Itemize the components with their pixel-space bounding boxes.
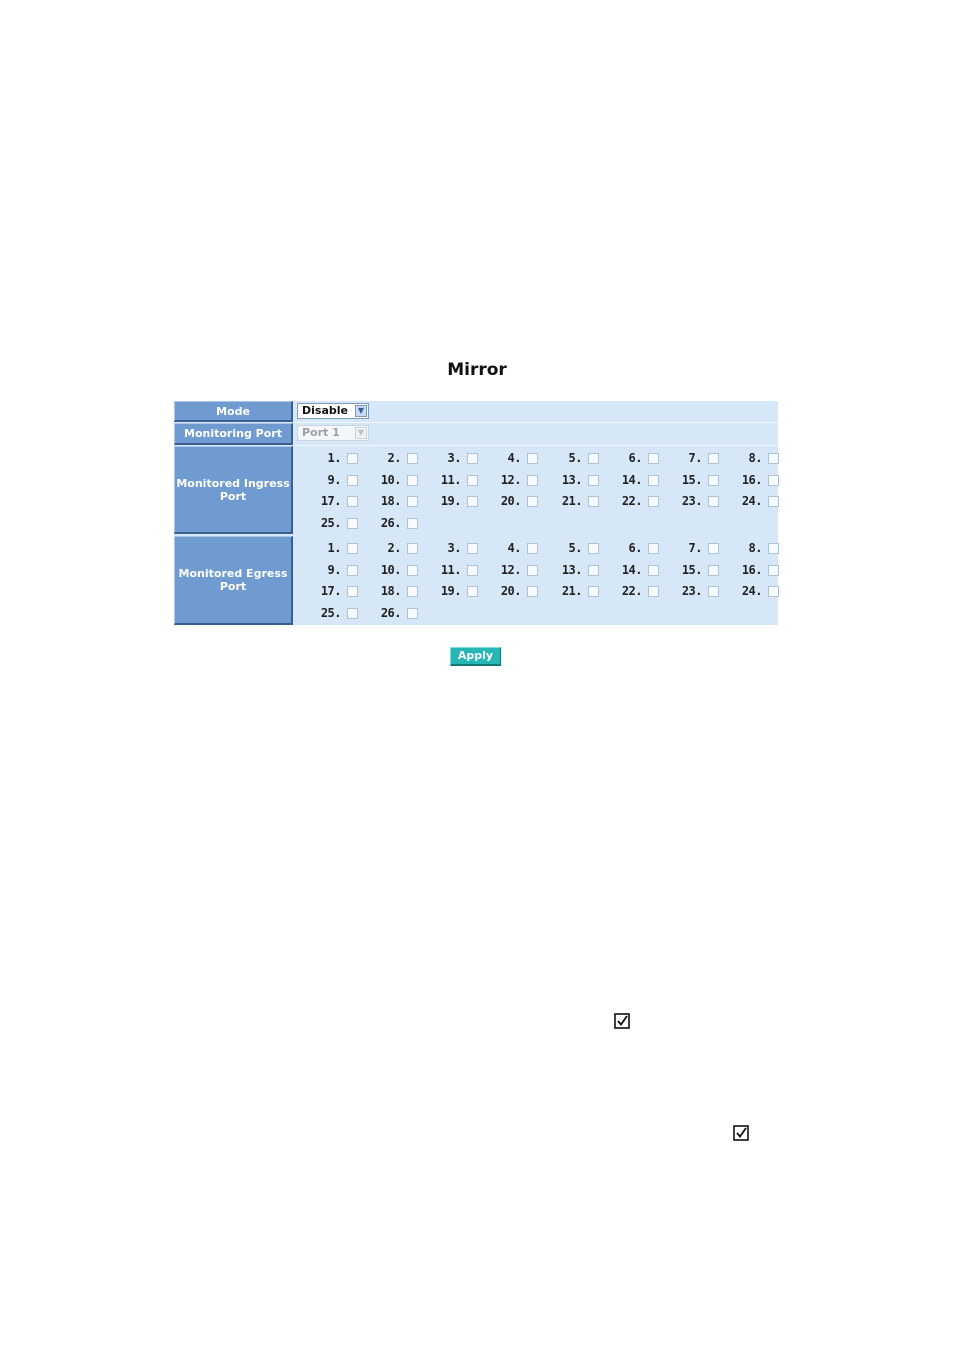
ingress-port-checkbox[interactable] [768, 496, 779, 507]
ingress-port-number: 13. [561, 473, 582, 487]
page-title: Mirror [447, 360, 507, 380]
egress-port-number: 15. [681, 563, 702, 577]
ingress-port-item [596, 451, 659, 465]
monitored-egress-ports [295, 536, 778, 625]
egress-port-item [716, 541, 779, 555]
egress-port-number: 9. [327, 563, 341, 577]
ingress-port-number: 10. [380, 473, 401, 487]
ingress-port-item [355, 516, 418, 530]
ingress-port-number: 6. [628, 451, 642, 465]
egress-port-item [475, 541, 538, 555]
monitored-ingress-label [174, 446, 293, 534]
egress-port-number: 12. [500, 563, 521, 577]
egress-port-number: 1. [327, 541, 341, 555]
checked-checkbox-icon [733, 1125, 749, 1141]
ingress-port-item [656, 451, 719, 465]
egress-port-number: 18. [380, 584, 401, 598]
monitoring-port-select-value: Port 1 [302, 426, 340, 439]
monitored-egress-label [174, 536, 293, 625]
egress-port-number: 24. [741, 584, 762, 598]
egress-port-number: 17. [320, 584, 341, 598]
monitored-ingress-ports [295, 446, 778, 534]
ingress-port-item [475, 451, 538, 465]
ingress-port-number: 4. [507, 451, 521, 465]
ingress-port-item [716, 451, 779, 465]
egress-port-item [596, 563, 659, 577]
egress-port-item [656, 541, 719, 555]
monitored-ingress-label-line1: Monitored Ingress [176, 476, 290, 490]
egress-port-item [475, 563, 538, 577]
egress-port-item [536, 584, 599, 598]
egress-port-number: 22. [621, 584, 642, 598]
ingress-port-number: 2. [387, 451, 401, 465]
ingress-port-number: 5. [568, 451, 582, 465]
egress-port-number: 16. [741, 563, 762, 577]
egress-port-item [295, 584, 358, 598]
egress-port-checkbox[interactable] [407, 608, 418, 619]
checked-checkbox-icon [614, 1013, 630, 1029]
egress-port-number: 6. [628, 541, 642, 555]
ingress-port-checkbox[interactable] [768, 453, 779, 464]
egress-port-item [656, 584, 719, 598]
egress-port-number: 4. [507, 541, 521, 555]
egress-port-item [415, 584, 478, 598]
egress-port-item [536, 563, 599, 577]
egress-port-item [475, 584, 538, 598]
ingress-port-item [355, 473, 418, 487]
ingress-port-item [716, 494, 779, 508]
ingress-port-number: 17. [320, 494, 341, 508]
egress-port-number: 11. [440, 563, 461, 577]
ingress-port-number: 7. [688, 451, 702, 465]
egress-port-number: 10. [380, 563, 401, 577]
mode-select-value: Disable [302, 404, 348, 417]
egress-port-item [355, 584, 418, 598]
egress-port-item [596, 584, 659, 598]
ingress-port-item [415, 451, 478, 465]
apply-button[interactable]: Apply [450, 647, 501, 666]
egress-port-number: 14. [621, 563, 642, 577]
monitoring-port-select[interactable] [297, 425, 369, 441]
ingress-port-number: 12. [500, 473, 521, 487]
egress-port-checkbox[interactable] [768, 586, 779, 597]
ingress-port-checkbox[interactable] [768, 475, 779, 486]
egress-port-number: 23. [681, 584, 702, 598]
ingress-port-item [596, 473, 659, 487]
egress-port-item [656, 563, 719, 577]
ingress-port-item [716, 473, 779, 487]
ingress-port-item [355, 494, 418, 508]
mode-row [295, 401, 778, 423]
ingress-port-item [295, 451, 358, 465]
ingress-port-item [475, 473, 538, 487]
egress-port-item [295, 541, 358, 555]
mode-select[interactable] [297, 403, 369, 419]
ingress-port-number: 11. [440, 473, 461, 487]
egress-port-number: 5. [568, 541, 582, 555]
ingress-port-item [355, 451, 418, 465]
monitoring-port-label: Monitoring Port [174, 423, 293, 445]
egress-port-item [355, 606, 418, 620]
ingress-port-number: 8. [748, 451, 762, 465]
chevron-down-icon: ▼ [355, 427, 367, 439]
egress-port-number: 20. [500, 584, 521, 598]
ingress-port-number: 15. [681, 473, 702, 487]
ingress-port-number: 20. [500, 494, 521, 508]
egress-port-number: 2. [387, 541, 401, 555]
ingress-port-item [596, 494, 659, 508]
ingress-port-number: 16. [741, 473, 762, 487]
egress-port-item [355, 541, 418, 555]
egress-port-item [716, 563, 779, 577]
ingress-port-number: 24. [741, 494, 762, 508]
ingress-port-number: 1. [327, 451, 341, 465]
mirror-config-table [174, 401, 778, 625]
ingress-port-number: 22. [621, 494, 642, 508]
egress-port-number: 13. [561, 563, 582, 577]
egress-port-item [415, 541, 478, 555]
egress-port-item [716, 584, 779, 598]
egress-port-item [596, 541, 659, 555]
egress-port-checkbox[interactable] [768, 543, 779, 554]
monitored-ingress-label-line2: Port [219, 489, 247, 503]
ingress-port-number: 26. [380, 516, 401, 530]
ingress-port-item [415, 494, 478, 508]
ingress-port-item [475, 494, 538, 508]
egress-port-number: 21. [561, 584, 582, 598]
egress-port-item [415, 563, 478, 577]
egress-port-number: 7. [688, 541, 702, 555]
egress-port-number: 3. [447, 541, 461, 555]
ingress-port-item [295, 516, 358, 530]
egress-port-item [536, 541, 599, 555]
monitored-egress-label-line1: Monitored Egress [178, 567, 288, 580]
ingress-port-item [295, 494, 358, 508]
egress-port-number: 8. [748, 541, 762, 555]
ingress-port-number: 19. [440, 494, 461, 508]
egress-port-number: 26. [380, 606, 401, 620]
ingress-port-checkbox[interactable] [407, 518, 418, 529]
egress-port-number: 19. [440, 584, 461, 598]
egress-port-number: 25. [320, 606, 341, 620]
ingress-port-number: 14. [621, 473, 642, 487]
ingress-port-number: 21. [561, 494, 582, 508]
mode-label: Mode [174, 401, 293, 422]
egress-port-item [295, 563, 358, 577]
ingress-port-item [656, 473, 719, 487]
ingress-port-number: 25. [320, 516, 341, 530]
ingress-port-number: 9. [327, 473, 341, 487]
ingress-port-item [295, 473, 358, 487]
ingress-port-number: 23. [681, 494, 702, 508]
egress-port-item [295, 606, 358, 620]
ingress-port-item [536, 473, 599, 487]
ingress-port-number: 18. [380, 494, 401, 508]
ingress-port-number: 3. [447, 451, 461, 465]
chevron-down-icon: ▼ [355, 405, 367, 417]
ingress-port-item [415, 473, 478, 487]
egress-port-item [355, 563, 418, 577]
monitoring-port-row [295, 423, 778, 446]
egress-port-checkbox[interactable] [768, 565, 779, 576]
monitored-egress-label-line2: Port [219, 580, 247, 593]
ingress-port-item [536, 451, 599, 465]
ingress-port-item [656, 494, 719, 508]
ingress-port-item [536, 494, 599, 508]
